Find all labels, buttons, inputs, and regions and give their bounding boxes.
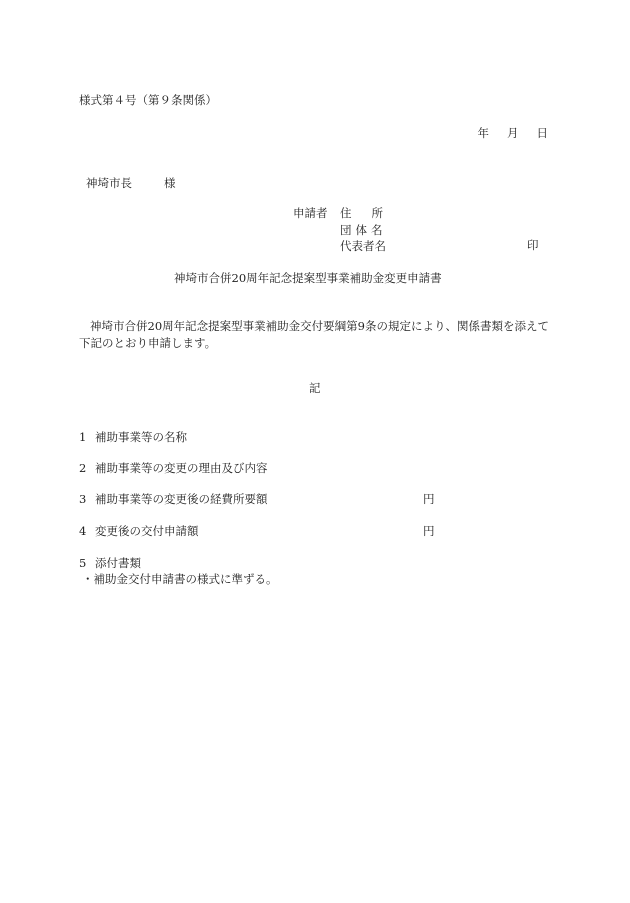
- item-label: 変更後の交付申請額: [95, 524, 199, 538]
- group-char-1: 団: [340, 223, 352, 237]
- body-paragraph: 神埼市合併20周年記念提案型事業補助金交付要綱第9条の規定により、関係書類を添えて下記のとおり申請します。: [79, 319, 549, 350]
- list-item: [79, 431, 187, 445]
- seal-mark: 印: [527, 238, 539, 252]
- applicant-label: 申請者: [293, 206, 328, 220]
- address-char-2: 所: [371, 206, 383, 220]
- item-label: 補助事業等の変更後の経費所要額: [95, 492, 268, 506]
- item-label: 補助事業等の変更の理由及び内容: [95, 461, 268, 475]
- address-char-1: 住: [340, 206, 352, 220]
- date-day: 日: [536, 126, 548, 140]
- date-year: 年: [477, 126, 489, 140]
- addressee-honorific: 様: [164, 176, 176, 190]
- list-item: [79, 493, 268, 507]
- item-number: 3: [79, 492, 87, 506]
- item-label: 補助事業等の名称: [95, 430, 187, 444]
- applicant-address-label: [340, 207, 383, 221]
- group-char-2: 体: [355, 223, 367, 237]
- applicant-representative-label: 代表者名: [340, 239, 386, 253]
- form-number: 様式第４号（第９条関係）: [79, 93, 217, 107]
- list-item: [79, 557, 141, 571]
- item-number: 2: [79, 461, 87, 475]
- item-number: 5: [79, 556, 87, 570]
- item-number: 1: [79, 430, 87, 444]
- list-item: [79, 462, 268, 476]
- attachment-note: ・補助金交付申請書の様式に準ずる。: [82, 572, 278, 586]
- addressee: [86, 177, 176, 191]
- addressee-name: 神埼市長: [86, 176, 132, 190]
- group-char-3: 名: [371, 223, 383, 237]
- yen-unit: 円: [423, 524, 435, 538]
- document-title: 神埼市合併20周年記念提案型事業補助金変更申請書: [174, 271, 442, 285]
- list-item: [79, 525, 199, 539]
- applicant-group-label: [340, 224, 383, 238]
- date-month: 月: [507, 126, 519, 140]
- item-label: 添付書類: [95, 556, 141, 570]
- item-number: 4: [79, 524, 87, 538]
- ki-heading: 記: [309, 381, 321, 395]
- date-line: [478, 127, 549, 141]
- yen-unit: 円: [423, 492, 435, 506]
